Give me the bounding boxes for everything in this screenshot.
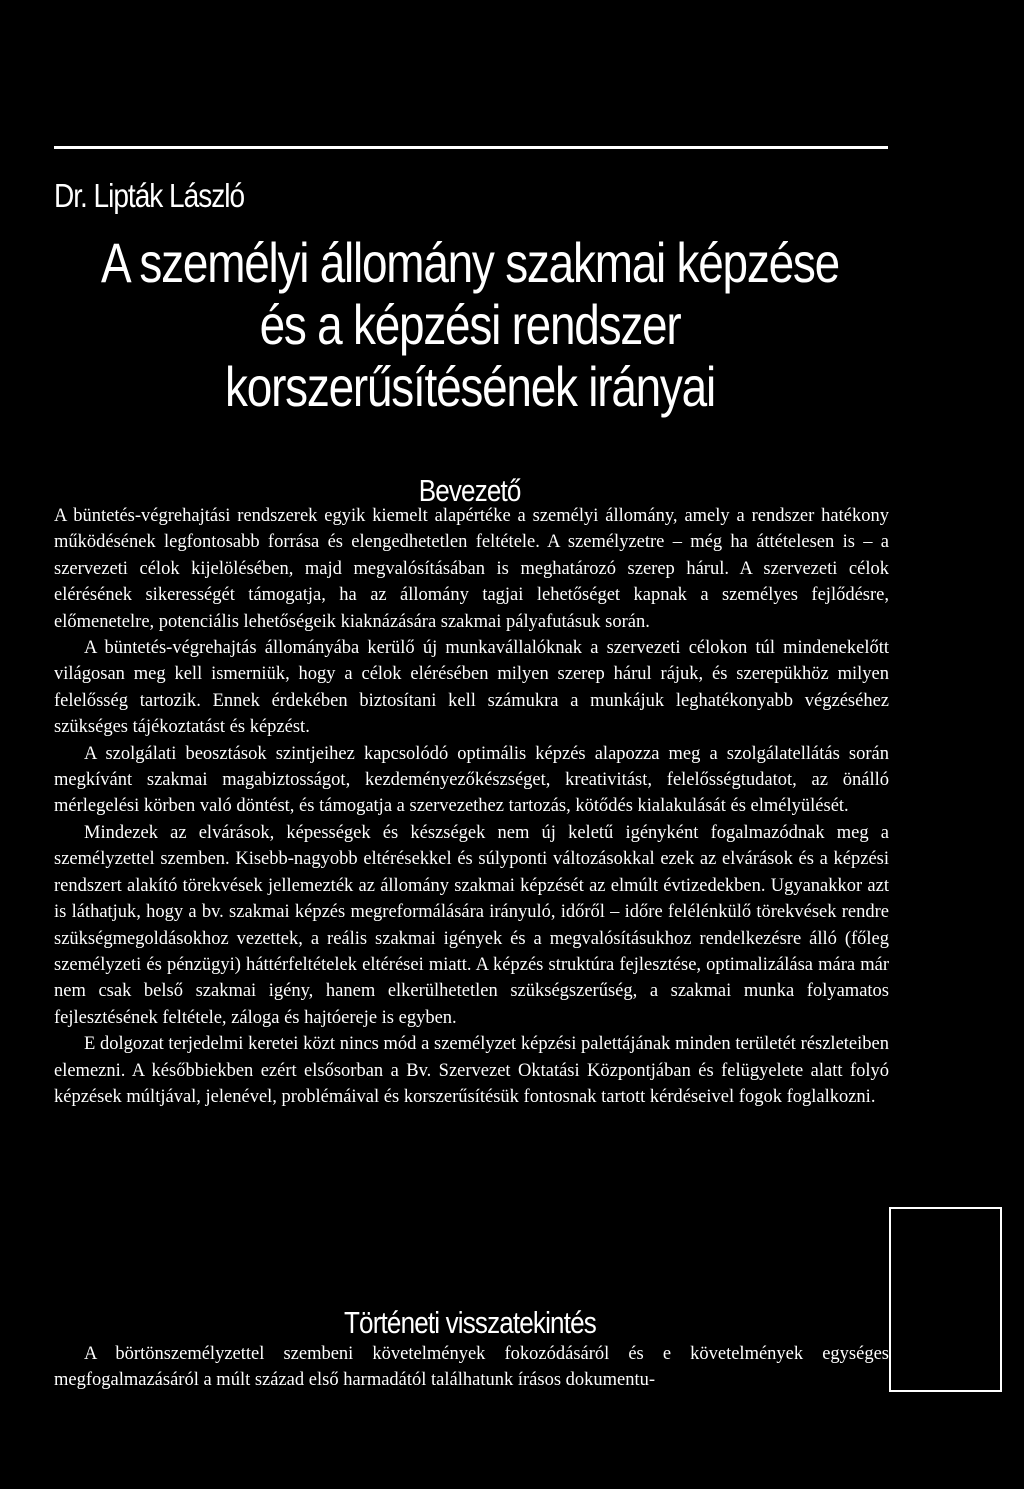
paragraph: A büntetés-végrehajtás állományába kerülő új munkavállalóknak a szervezeti célokon túl mindenekelőtt világosan meg kell ismerniük, hogy a célok elérésében milyen szerep hárul rájuk, és szerepükhöz milyen felelősség tartozik. Ennek érdekében biztosítani kell számukra a munkájuk leghatékonyabb végzéséhez szükséges tájékoztatást és képzést. <box>54 638 889 738</box>
paragraph: Mindezek az elvárások, képességek és készségek nem új keletű igényként fogalmazódnak meg a személyzettel szemben. Kisebb-nagyobb eltérésekkel és súlyponti változásokkal ezek az elvárások és a képzési rendszert alakító törekvések jellemezték az állomány szakmai képzését az elmúlt évtizedekben. Ugyanakkor azt is láthatjuk, hogy a bv. szakmai képzés megreformálására irányuló, időről – időre felélénkülő törekvések rendre szükségmegoldásokhoz vezettek, a reális szakmai igények és a megvalósításukhoz rendelkezésre álló (főleg személyzeti és pénzügyi) háttérfeltételek eltérései miatt. A képzés struktúra fejlesztése, optimalizálása mára már nem csak belső szakmai igény, hanem elkerülhetetlen szükségszerűség, a szakmai munka folyamatos fejlesztésének feltétele, záloga és hajtóereje is egyben. <box>54 822 889 1028</box>
paragraph: A szolgálati beosztások szintjeihez kapcsolódó optimális képzés alapozza meg a szolgálatellátás során megkívánt szakmai magabiztosságot, kezdeményezőkészséget, kreativitást, felelősségtudatot, az önálló mérlegelési körben való döntést, és támogatja a szervezethez tartozás, kötődés kialakulását és elmélyülését. <box>54 743 889 817</box>
title-line-2: és a képzési rendszer <box>259 293 681 356</box>
intro-body <box>54 503 889 1110</box>
paragraph: A börtönszemélyzettel szembeni követelmények fokozódásáról és e követelmények egységes megfogalmazásáról a múlt század első harmadától találhatunk írásos dokumentu- <box>54 1344 889 1391</box>
title-line-1: A személyi állomány szakmai képzése <box>101 231 839 294</box>
section-heading-history: Történeti visszatekintés <box>344 1305 596 1340</box>
author-name: Dr. Lipták László <box>54 177 245 214</box>
article-title <box>0 232 940 418</box>
side-frame-box <box>889 1207 1002 1392</box>
history-body <box>54 1341 889 1394</box>
top-rule <box>54 146 888 149</box>
title-line-3: korszerűsítésének irányai <box>225 355 715 418</box>
paragraph: E dolgozat terjedelmi keretei közt nincs mód a személyzet képzési palettájának minden területét részleteiben elemezni. A későbbiekben ezért elsősorban a Bv. Szervezet Oktatási Központjában és felügyelete alatt folyó képzések múltjával, jelenével, problémáival és korszerűsítésük fontosnak tartott kérdéseivel fogok foglalkozni. <box>54 1034 889 1107</box>
paragraph: A büntetés-végrehajtási rendszerek egyik kiemelt alapértéke a személyi állomány, amely a rendszer hatékony működésének legfontosabb forrása és elengedhetetlen feltétele. A személyzetre – még ha áttételesen is – a szervezeti célok kijelölésében, majd megvalósításában is meghatározó szerep hárul. A szervezeti célok elérésének sikerességét támogatja, ha az állomány tagjai lehetőséget kapnak a személyes fejlődésre, előmenetelre, potenciális lehetőségeik kiaknázására szakmai pályafutásuk során. <box>54 506 889 632</box>
section-heading-intro: Bevezető <box>419 473 521 508</box>
